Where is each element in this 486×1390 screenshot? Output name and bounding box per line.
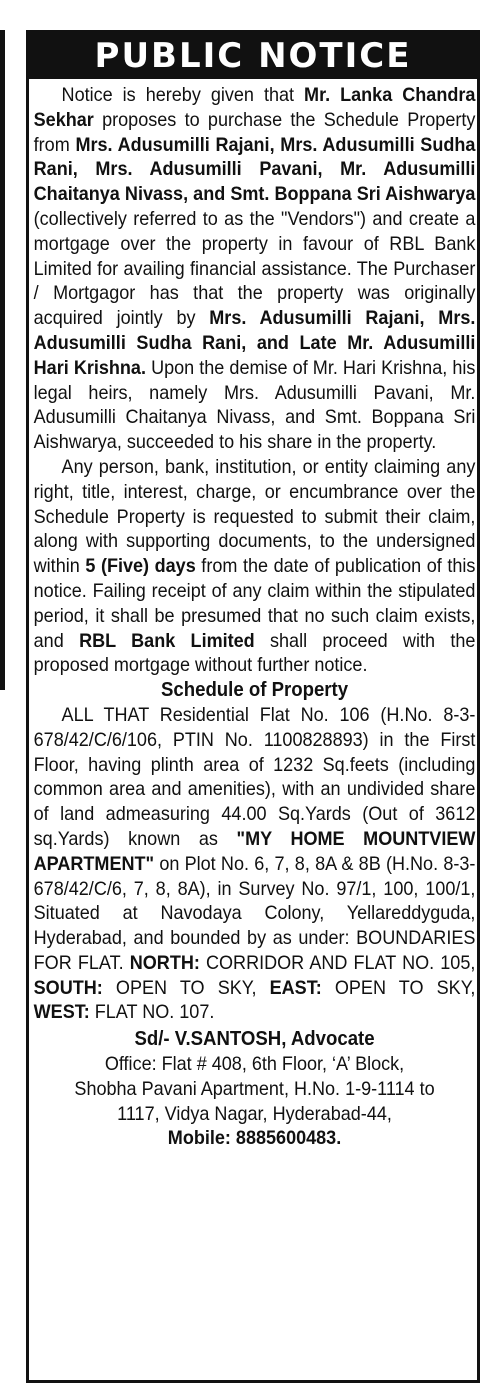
adjacent-column-border xyxy=(0,30,5,690)
notice-body xyxy=(29,79,479,1151)
office-address-line-1: Office: Flat # 408, 6th Floor, ‘A’ Block, xyxy=(104,1053,405,1076)
office-address-line-2: Shobha Pavani Apartment, H.No. 1-9-1114 to xyxy=(74,1077,435,1100)
office-address-line-3: 1117, Vidya Nagar, Hyderabad-44, xyxy=(117,1102,392,1125)
schedule-paragraph: ALL THAT Residential Flat No. 106 (H.No. 8-3-678/42/C/6/106, PTIN No. 1100828893) in the First Floor, having plinth area of 1232 Sq.feets (including common area and amenities), with an undivided share of land admeasuring 44.00 Sq.Yards (Out of 3612 sq.Yards) known as "MY HOME MOUNTVIEW APARTMENT" on Plot No. 6, 7, 8, 8A & 8B (H.No. 8-3-678/42/C/6, 7, 8, 8A), in Survey No. 97/1, 100, 100/1, Situated at Navodaya Colony, Yellareddyguda, Hyderabad, and bounded by as under: BOUNDARIES FOR FLAT. NORTH: CORRIDOR AND FLAT NO. 105, SOUTH: OPEN TO SKY, EAST: OPEN TO SKY, WEST: FLAT NO. 107. xyxy=(33,703,476,1024)
mobile-number: Mobile: 8885600483. xyxy=(167,1127,342,1150)
notice-paragraph-2: Any person, bank, institution, or entity claiming any right, title, interest, charge, or encumbrance over the Schedule Property is requested to submit their claim, along with supporting documents, to the undersigned within 5 (Five) days from the date of publication of this notice. Failing receipt of any claim within the stipulated period, it shall be presumed that no such claim exists, and RBL Bank Limited shall proceed with the proposed mortgage without further notice. xyxy=(33,455,476,677)
schedule-heading: Schedule of Property xyxy=(160,679,349,702)
notice-title: PUBLIC NOTICE xyxy=(29,33,477,79)
public-notice-box xyxy=(26,30,480,1383)
advocate-signature: Sd/- V.SANTOSH, Advocate xyxy=(134,1028,375,1051)
notice-paragraph-1: Notice is hereby given that Mr. Lanka Chandra Sekhar proposes to purchase the Schedule Property from Mrs. Adusumilli Rajani, Mrs. Adusumilli Sudha Rani, Mrs. Adusumilli Pavani, Mr. Adusumilli Chaitanya Nivass, and Smt. Boppana Sri Aishwarya (collectively referred to as the "Vendors") and create a mortgage over the property in favour of RBL Bank Limited for availing financial assistance. The Purchaser / Mortgagor has that the property was originally acquired jointly by Mrs. Adusumilli Rajani, Mrs. Adusumilli Sudha Rani, and Late Mr. Adusumilli Hari Krishna. Upon the demise of Mr. Hari Krishna, his legal heirs, namely Mrs. Adusumilli Pavani, Mr. Adusumilli Chaitanya Nivass, and Smt. Boppana Sri Aishwarya, succeeded to his share in the property. xyxy=(33,84,476,454)
